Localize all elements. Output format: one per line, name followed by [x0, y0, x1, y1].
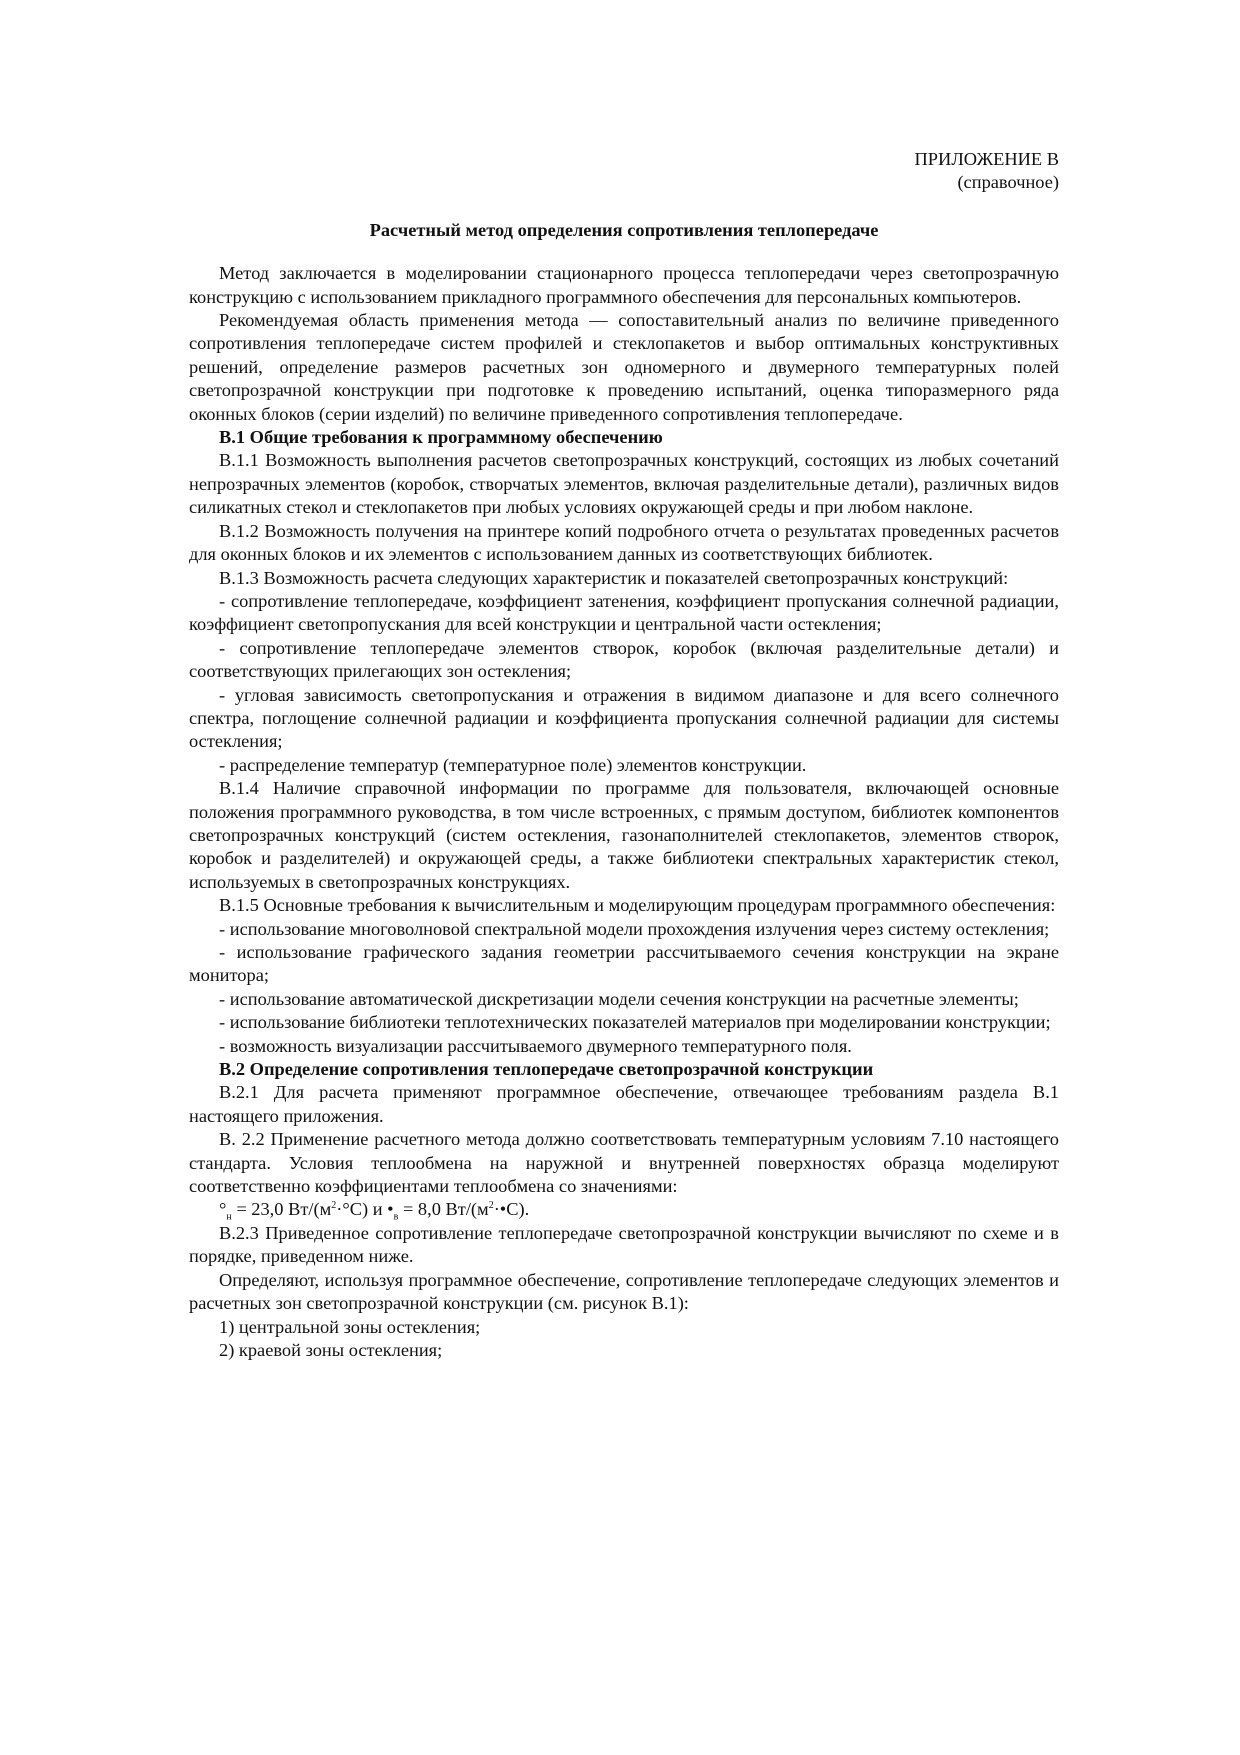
list-item: - возможность визуализации рассчитываемого двумерного температурного поля.	[219, 1035, 852, 1056]
formula-subscript: в	[393, 1212, 399, 1224]
paragraph-b1-1: В.1.1 Возможность выполнения расчетов светопрозрачных конструкций, состоящих из любых сочетаний непрозрачных элементов (коробок, створчатых элементов, включая разделительные детали), различных видов силикатных стекол и стеклопакетов при любых условиях окружающей среды и при любом наклоне.	[189, 450, 1059, 518]
paragraph-elements: Определяют, используя программное обеспечение, сопротивление теплопередаче следующих элементов и расчетных зон светопрозрачной конструкции (см. рисунок В.1):	[189, 1269, 1059, 1314]
list-item: - сопротивление теплопередаче, коэффициент затенения, коэффициент пропускания солнечной радиации, коэффициент светопропускания для всей конструкции и центральной части остекления;	[189, 590, 1059, 635]
paragraph-b1-5: В.1.5 Основные требования к вычислительным и моделирующим процедурам программного обеспечения:	[219, 895, 1056, 916]
list-item: - угловая зависимость светопропускания и отражения в видимом диапазоне и для всего солнечного спектра, поглощение солнечной радиации и коэффициента пропускания солнечной радиации для системы остекления;	[189, 684, 1059, 752]
formula-text: = 23,0 Вт/(м	[231, 1199, 332, 1220]
formula-symbol: •	[387, 1199, 394, 1220]
paragraph-b1-2: В.1.2 Возможность получения на принтере копий подробного отчета о результатах проведенных расчетов для оконных блоков и их элементов с использованием данных из соответствующих библиотек.	[189, 520, 1059, 565]
section-heading-b1: В.1 Общие требования к программному обеспечению	[219, 427, 663, 448]
formula-text: = 8,0 Вт/(м	[398, 1199, 489, 1220]
appendix-note: (справочное)	[957, 172, 1059, 193]
formula-superscript: 2	[331, 1200, 337, 1212]
paragraph-b2-2: В. 2.2 Применение расчетного метода должно соответствовать температурным условиям 7.10 настоящего стандарта. Условия теплообмена на наружной и внутренней поверхностях образца моделируют соответственно коэффициентами теплообмена со значениями:	[189, 1129, 1059, 1197]
paragraph-scope: Рекомендуемая область применения метода — сопоставительный анализ по величине приведенного сопротивления теплопередаче систем профилей и стеклопакетов и выбор оптимальных конструктивных решений, определение размеров расчетных зон одномерного и двумерного температурных полей светопрозрачной конструкции при подготовке к проведению испытаний, оценка типоразмерного ряда оконных блоков (серии изделий) по величине приведенного сопротивления теплопередаче.	[189, 310, 1059, 424]
paragraph-b2-1: В.2.1 Для расчета применяют программное обеспечение, отвечающее требованиям раздела В.1 настоящего приложения.	[189, 1082, 1059, 1126]
paragraph-b1-3: В.1.3 Возможность расчета следующих характеристик и показателей светопрозрачных конструкций:	[219, 567, 1009, 588]
formula-text: ·°С) и	[336, 1199, 388, 1220]
paragraph-b2-3: В.2.3 Приведенное сопротивление теплопередаче светопрозрачной конструкции вычисляют по схеме и в порядке, приведенном ниже.	[189, 1222, 1059, 1267]
list-item: - использование многоволновой спектральной модели прохождения излучения через систему остекления;	[219, 918, 1050, 939]
appendix-label: ПРИЛОЖЕНИЕ В	[914, 149, 1059, 169]
list-item: - сопротивление теплопередаче элементов створок, коробок (включая разделительные детали) и соответствующих прилегающих зон остекления;	[189, 637, 1059, 682]
formula-text: ·•С).	[493, 1199, 530, 1220]
formula-subscript: н	[226, 1212, 232, 1224]
section-heading-b2: В.2 Определение сопротивления теплопередаче светопрозрачной конструкции	[219, 1059, 874, 1080]
list-item: - использование библиотеки теплотехнических показателей материалов при моделировании конструкции;	[219, 1012, 1051, 1033]
formula-symbol: °	[219, 1199, 227, 1220]
paragraph-intro: Метод заключается в моделировании стационарного процесса теплопередачи через светопрозрачную конструкцию с использованием прикладного программного обеспечения для персональных компьютеров.	[189, 263, 1059, 307]
list-item: - распределение температур (температурное поле) элементов конструкции.	[219, 754, 807, 775]
formula-line	[189, 1198, 1059, 1224]
document-title: Расчетный метод определения сопротивления теплопередаче	[369, 219, 879, 240]
document-page	[189, 148, 1059, 1362]
list-item: - использование автоматической дискретизации модели сечения конструкции на расчетные элементы;	[219, 988, 1019, 1009]
list-item: - использование графического задания геометрии рассчитываемого сечения конструкции на экране монитора;	[189, 942, 1059, 986]
list-item: 2) краевой зоны остекления;	[219, 1339, 443, 1360]
formula-superscript: 2	[488, 1200, 494, 1212]
list-item: 1) центральной зоны остекления;	[219, 1316, 481, 1337]
paragraph-b1-4: В.1.4 Наличие справочной информации по программе для пользователя, включающей основные положения программного руководства, в том числе встроенных, с прямым доступом, библиотек компонентов светопрозрачных конструкций (систем остекления, газонаполнителей стеклопакетов, элементов створок, коробок и разделителей) и окружающей среды, а также библиотеки спектральных характеристик стекол, используемых в светопрозрачных конструкциях.	[189, 778, 1059, 892]
